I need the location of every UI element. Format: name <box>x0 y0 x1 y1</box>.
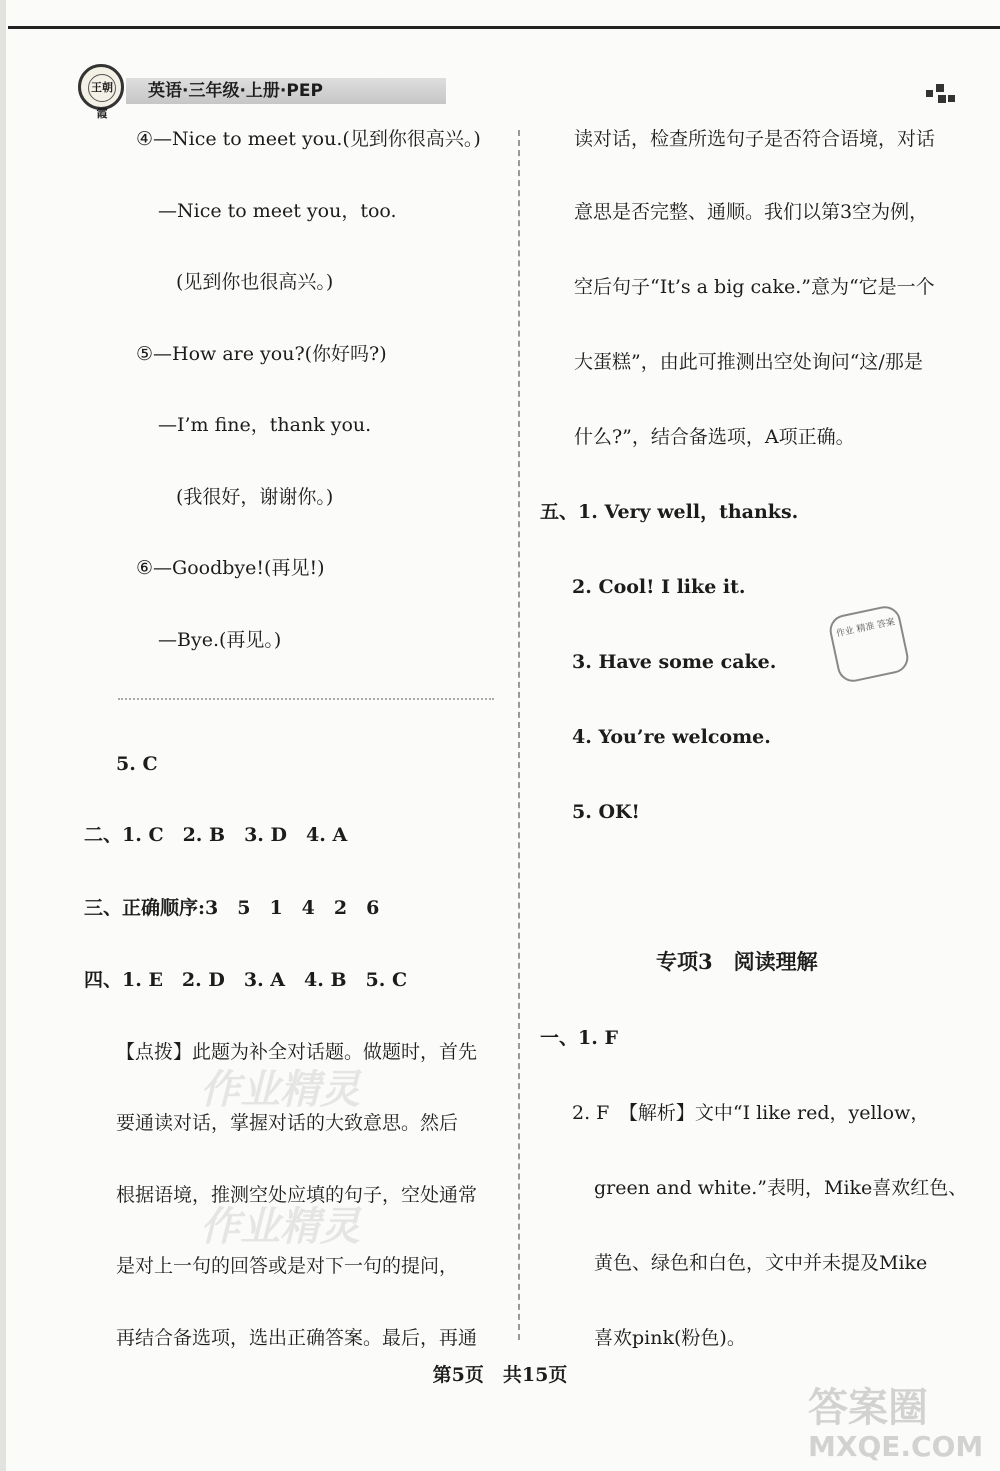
explanation-line: green and white.”表明，Mike喜欢红色、 <box>594 1177 968 1199</box>
answer-line: 三、正确顺序:3 5 1 4 2 6 <box>84 897 380 919</box>
explanation-line: 意思是否完整、通顺。我们以第3空为例， <box>574 201 929 223</box>
dialogue-line: ⑤—How are you?(你好吗?) <box>136 343 387 365</box>
dialogue-line: —Nice to meet you，too. <box>158 200 397 222</box>
answer-line: 2. Cool! I like it. <box>572 576 746 598</box>
explanation-line: 什么?”，结合备选项，A项正确。 <box>574 426 855 448</box>
answer-line: 五、1. Very well，thanks. <box>540 501 799 523</box>
dialogue-line: ④—Nice to meet you.(见到你很高兴。) <box>136 128 481 150</box>
book-title: 英语·三年级·上册·PEP <box>148 81 323 101</box>
page-header <box>78 64 998 120</box>
answer-line: 2. F 【解析】文中“I like red，yellow， <box>572 1102 930 1124</box>
answer-line: 一、1. F <box>540 1027 618 1049</box>
answer-line: 4. You’re welcome. <box>572 726 771 748</box>
explanation-line: 【点拨】此题为补全对话题。做题时，首先 <box>116 1041 478 1063</box>
watermark: 作业精灵 <box>200 1066 360 1113</box>
page-number: 第5页 共15页 <box>432 1364 568 1386</box>
explanation-line: 黄色、绿色和白色，文中并未提及Mike <box>594 1252 928 1274</box>
corner-watermark: 答案圈 <box>808 1385 928 1431</box>
dialogue-line: —Bye.(再见。) <box>158 629 282 651</box>
publisher-logo <box>78 64 124 120</box>
explanation-line: 要通读对话，掌握对话的大致意思。然后 <box>116 1112 459 1134</box>
watermark: 作业精灵 <box>200 1203 360 1250</box>
explanation-line: 大蛋糕”，由此可推测出空处询问“这/那是 <box>574 351 923 373</box>
dialogue-line: —I’m fine，thank you. <box>158 414 372 436</box>
dialogue-line: ⑥—Goodbye!(再见!) <box>136 557 325 579</box>
logo-text: 王朝霞 <box>88 74 116 102</box>
explanation-line: 根据语境，推测空处应填的句子，空处通常 <box>116 1184 478 1206</box>
explanation-line: 是对上一句的回答或是对下一句的提问， <box>116 1255 459 1277</box>
answer-line: 四、1. E 2. D 3. A 4. B 5. C <box>84 969 408 991</box>
answer-line: 二、1. C 2. B 3. D 4. A <box>84 824 348 846</box>
corner-watermark-url: MXQE.COM <box>808 1430 984 1463</box>
column-divider <box>518 130 520 1340</box>
stamp-icon: 作业 精准 答案 <box>827 603 912 684</box>
translation-line: (见到你也很高兴。) <box>176 271 334 293</box>
translation-line: (我很好，谢谢你。) <box>176 486 334 508</box>
explanation-line: 读对话，检查所选句子是否符合语境，对话 <box>574 128 936 150</box>
answer-line: 3. Have some cake. <box>572 651 777 673</box>
decorative-squares-icon <box>926 84 956 104</box>
top-rule <box>8 26 1000 29</box>
explanation-line: 空后句子“It’s a big cake.”意为“它是一个 <box>574 276 935 298</box>
explanation-line: 喜欢pink(粉色)。 <box>594 1327 746 1349</box>
section-heading: 专项3 阅读理解 <box>656 949 818 974</box>
explanation-line: 再结合备选项，选出正确答案。最后，再通 <box>116 1327 478 1349</box>
section-divider <box>118 698 494 700</box>
page-edge <box>0 0 6 1471</box>
answer-line: 5. C <box>116 753 158 775</box>
answer-line: 5. OK! <box>572 801 640 823</box>
